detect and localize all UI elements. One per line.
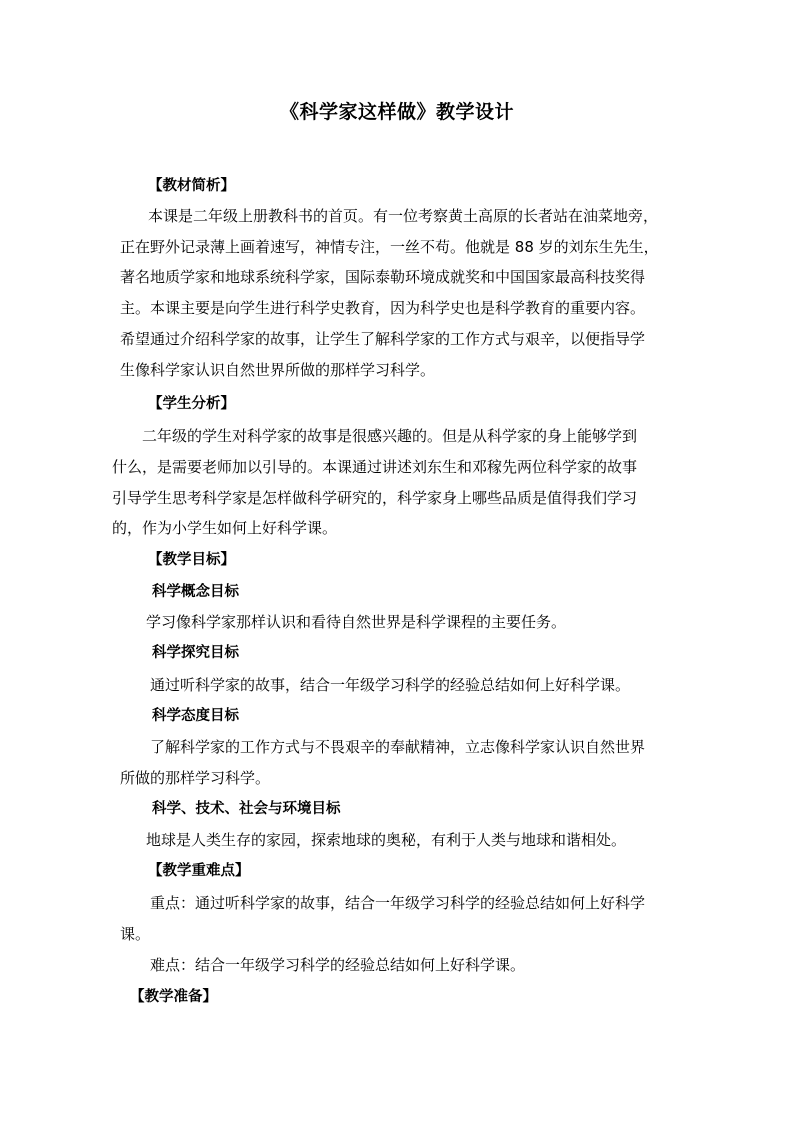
section-heading-keypoints: 【教学重难点】 xyxy=(148,863,250,879)
paragraph-line: 课。 xyxy=(120,925,151,943)
subheading-stse: 科学、技术、社会与环境目标 xyxy=(152,801,341,817)
subheading-attitude: 科学态度目标 xyxy=(152,708,239,724)
section-heading-goals: 【教学目标】 xyxy=(148,552,235,568)
paragraph-line: 生像科学家认识自然世界所做的那样学习科学。 xyxy=(120,361,436,379)
paragraph-line: 本课是二年级上册教科书的首页。有一位考察黄土高原的长者站在油菜地旁， xyxy=(148,207,659,225)
document-title: 《科学家这样做》教学设计 xyxy=(279,101,514,123)
section-heading-prep: 【教学准备】 xyxy=(130,989,217,1005)
paragraph-line: 学习像科学家那样认识和看待自然世界是科学课程的主要任务。 xyxy=(146,613,567,631)
paragraph-line: 通过听科学家的故事，结合一年级学习科学的经验总结如何上好科学课。 xyxy=(150,676,631,694)
section-heading-material: 【教材简析】 xyxy=(148,178,235,194)
paragraph-line: 所做的那样学习科学。 xyxy=(120,769,271,787)
paragraph-line: 重点：通过听科学家的故事，结合一年级学习科学的经验总结如何上好科学 xyxy=(150,894,646,912)
paragraph-line: 了解科学家的工作方式与不畏艰辛的奉献精神，立志像科学家认识自然世界 xyxy=(150,738,646,756)
paragraph-line: 什么，是需要老师加以引导的。本课通过讲述刘东生和邓稼先两位科学家的故事 xyxy=(112,458,638,476)
paragraph-line: 希望通过介绍科学家的故事，让学生了解科学家的工作方式与艰辛，以便指导学 xyxy=(120,330,646,348)
paragraph-line: 主。本课主要是向学生进行科学史教育，因为科学史也是科学教育的重要内容。 xyxy=(120,299,646,317)
paragraph-line: 难点：结合一年级学习科学的经验总结如何上好科学课。 xyxy=(150,956,526,974)
paragraph-line: 正在野外记录薄上画着速写，神情专注，一丝不苟。他就是 88 岁的刘东生先生， xyxy=(120,238,659,256)
paragraph-line: 著名地质学家和地球系统科学家，国际泰勒环境成就奖和中国国家最高科技奖得 xyxy=(120,268,646,286)
subheading-concept: 科学概念目标 xyxy=(152,584,239,600)
paragraph-line: 引导学生思考科学家是怎样做科学研究的，科学家身上哪些品质是值得我们学习 xyxy=(112,489,638,507)
subheading-inquiry: 科学探究目标 xyxy=(152,645,239,661)
paragraph-line: 二年级的学生对科学家的故事是很感兴趣的。但是从科学家的身上能够学到 xyxy=(142,427,638,445)
paragraph-line: 地球是人类生存的家园，探索地球的奥秘，有利于人类与地球和谐相处。 xyxy=(146,831,627,849)
paragraph-line: 的，作为小学生如何上好科学课。 xyxy=(112,519,338,537)
section-heading-students: 【学生分析】 xyxy=(148,396,235,412)
